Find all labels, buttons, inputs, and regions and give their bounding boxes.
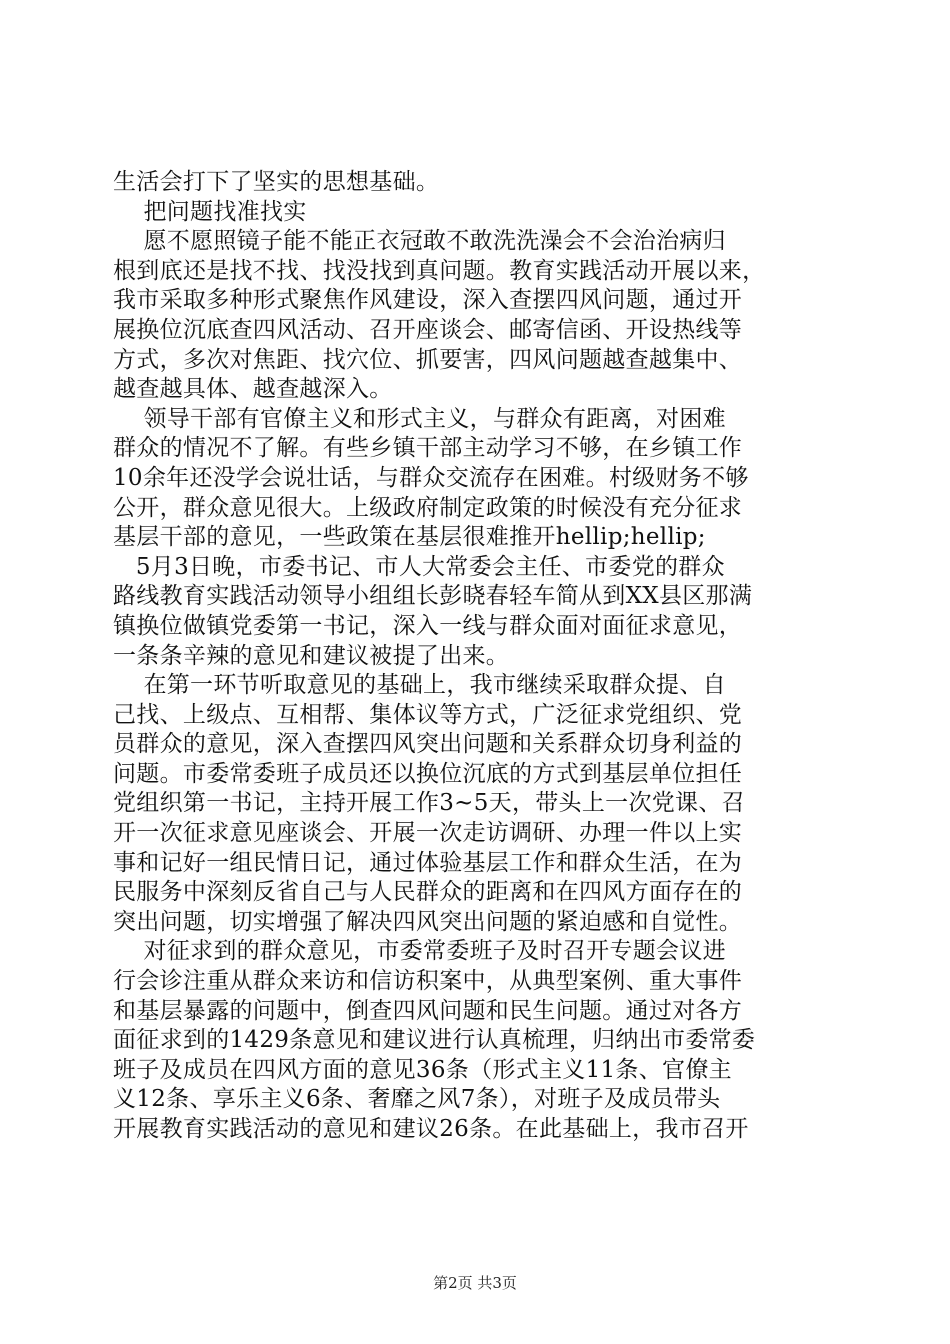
text-line: 领导干部有官僚主义和形式主义，与群众有距离，对困难 — [113, 405, 726, 432]
text-line: 基层干部的意见，一些政策在基层很难推开hellip;hellip; — [113, 524, 706, 551]
text-line: 根到底还是找不找、找没找到真问题。教育实践活动开展以来， — [113, 257, 766, 284]
text-line: 把问题找准找实 — [113, 198, 307, 225]
text-line: 10余年还没学会说壮话，与群众交流存在困难。村级财务不够 — [113, 464, 749, 491]
text-line: 民服务中深刻反省自己与人民群众的距离和在四风方面存在的 — [113, 879, 743, 906]
text-line: 我市采取多种形式聚焦作风建设，深入查摆四风问题，通过开 — [113, 287, 743, 314]
text-line: 行会诊注重从群众来访和信访积案中，从典型案例、重大事件 — [113, 968, 743, 995]
text-line: 党组织第一书记，主持开展工作3~5天，带头上一次党课、召 — [113, 790, 745, 817]
text-line: 镇换位做镇党委第一书记，深入一线与群众面对面征求意见， — [113, 612, 743, 639]
text-line: 义12条、享乐主义6条、奢靡之风7条），对班子及成员带头 — [113, 1086, 721, 1113]
text-line: 公开，群众意见很大。上级政府制定政策的时候没有充分征求 — [113, 494, 743, 521]
text-line: 面征求到的1429条意见和建议进行认真梳理，归纳出市委常委 — [113, 1027, 756, 1054]
page-footer: 第2页 共3页 — [433, 1274, 517, 1292]
text-line: 开展教育实践活动的意见和建议26条。在此基础上，我市召开 — [113, 1116, 749, 1142]
text-line: 路线教育实践活动领导小组组长彭晓春轻车简从到XX县区那满 — [113, 583, 753, 610]
text-line: 方式，多次对焦距、找穴位、抓要害，四风问题越查越集中、 — [113, 346, 743, 373]
text-line: 己找、上级点、互相帮、集体议等方式，广泛征求党组织、党 — [113, 701, 743, 728]
text-line: 在第一环节听取意见的基础上，我市继续采取群众提、自 — [113, 672, 726, 699]
text-line: 愿不愿照镜子能不能正衣冠敢不敢洗洗澡会不会治治病归 — [113, 228, 726, 255]
text-line: 展换位沉底查四风活动、召开座谈会、邮寄信函、开设热线等 — [113, 316, 743, 343]
text-line: 越查越具体、越查越深入。 — [113, 376, 393, 403]
text-line: 事和记好一组民情日记，通过体验基层工作和群众生活，在为 — [113, 849, 743, 876]
text-line: 问题。市委常委班子成员还以换位沉底的方式到基层单位担任 — [113, 760, 743, 787]
text-line: 生活会打下了坚实的思想基础。 — [113, 169, 440, 195]
text-line: 突出问题，切实增强了解决四风突出问题的紧迫感和自觉性。 — [113, 908, 743, 935]
text-line: 班子及成员在四风方面的意见36条（形式主义11条、官僚主 — [113, 1056, 732, 1083]
text-line: 和基层暴露的问题中，倒查四风问题和民生问题。通过对各方 — [113, 997, 743, 1024]
text-line: 员群众的意见，深入查摆四风突出问题和关系群众切身利益的 — [113, 731, 743, 758]
document-body — [113, 168, 853, 1145]
text-line: 对征求到的群众意见，市委常委班子及时召开专题会议进 — [113, 938, 726, 965]
text-line: 群众的情况不了解。有些乡镇干部主动学习不够，在乡镇工作 — [113, 435, 743, 462]
text-line: 开一次征求意见座谈会、开展一次走访调研、办理一件以上实 — [113, 820, 743, 847]
text-line: 一条条辛辣的意见和建议被提了出来。 — [113, 642, 510, 669]
text-line: 5月3日晚，市委书记、市人大常委会主任、市委党的群众 — [113, 553, 725, 580]
